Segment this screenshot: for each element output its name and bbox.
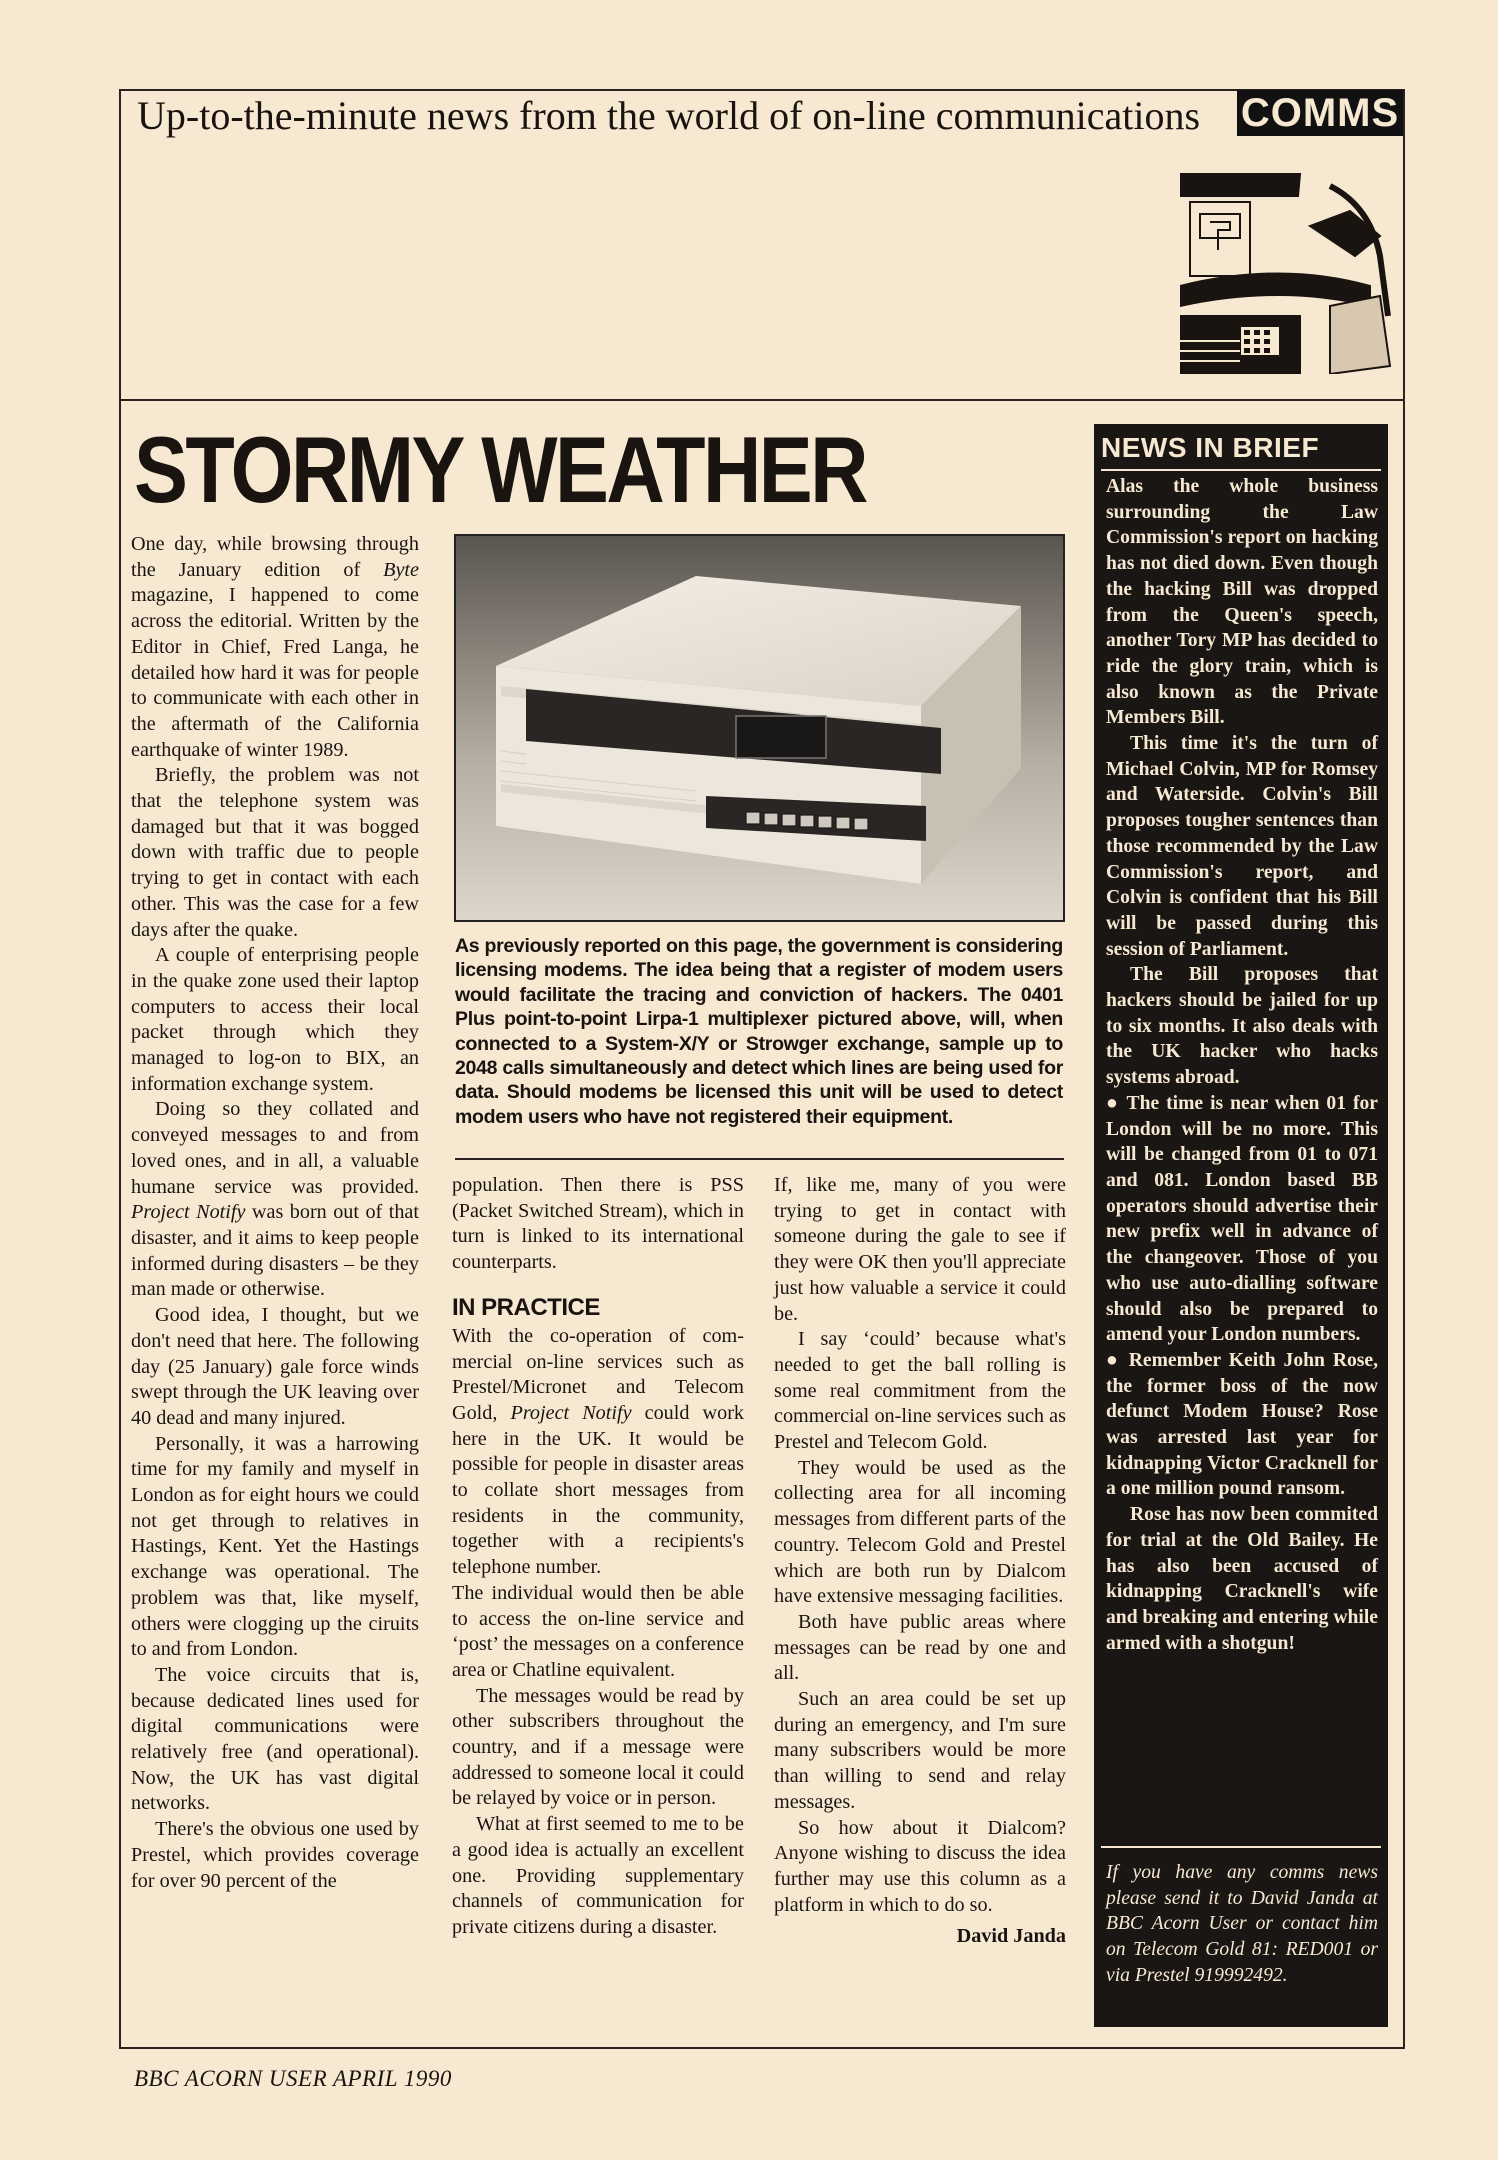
header-tagline: Up-to-the-minute news from the world of on-line communications <box>137 93 1201 138</box>
paragraph: The individual would then be able to access the on-line service and ‘post’ the messages on a conference area or Chatline equivalent. <box>452 1581 744 1681</box>
article-column-2 <box>452 1173 744 1941</box>
paragraph: population. Then there is PSS (Packet Switched Stream), which in turn is linked to its international counterparts. <box>452 1174 744 1274</box>
paragraph: If, like me, many of you were trying to get in contact with someone during the gale to see if they were OK then you'll appreciate just how valuable a service it could be. <box>774 1174 1066 1325</box>
paragraph: Good idea, I thought, but we don't need that here. The following day (25 January) gale force winds swept through the UK leaving over 40 dead and many injured. <box>131 1304 419 1429</box>
news-in-brief-title: NEWS IN BRIEF <box>1101 432 1320 463</box>
paragraph: The messages would be read by other subscribers throughout the country, and if a message were addressed to someone local it could be relayed by voice or in person. <box>452 1684 744 1810</box>
paragraph: ● Remember Keith John Rose, the former boss of the now defunct Modem House? Rose was arrested last year for kidnapping Victor Cracknell for a one million pound ransom. <box>1106 1349 1378 1500</box>
paragraph: One day, while browsing through the January edition of Byte magazine, I happened to come across the editorial. Written by the Editor in Chief, Fred Langa, he detailed how hard it was for people to communicate with each other in the aftermath of the California earthquake of winter 1989. <box>131 533 419 761</box>
news-in-brief-rule <box>1101 469 1381 471</box>
news-in-brief-footnote: If you have any comms news please send it to David Janda at BBC Acorn User or contact him on Telecom Gold 81: RED001 or via Prestel 919992492. <box>1106 1862 1378 1986</box>
column-2-body <box>452 1324 744 1941</box>
subhead-in-practice: IN PRACTICE <box>452 1293 600 1321</box>
article-headline: STORMY WEATHER <box>134 417 866 522</box>
paragraph: Briefly, the problem was not that the telephone system was damaged but that it was bogged down with traffic due to people trying to get in contact with each other. This was the case for a few days after the quake. <box>131 764 419 941</box>
paragraph: Alas the whole business surrounding the Law Commission's report on hacking has not died down. Even though the hacking Bill was dropped from the Queen's speech, another Tory MP has decided to ride the glory train, which is also known as the Private Members Bill. <box>1106 476 1378 729</box>
terminal-illustration-icon <box>1180 166 1394 374</box>
news-in-brief-body <box>1106 474 1378 1656</box>
photo-caption: As previously reported on this page, the government is considering licensing modems. The idea being that a register of modem users would facilitate the tracing and conviction of hackers. The 0401 Plus point-to-point Lirpa-1 multiplexer pictured above, will, when connected to a System-X/Y or Strowger exchange, sample up to 2048 calls simultaneously and detect which lines are being used for data. Should modems be licensed this unit will be used to detect modem users who have not registered their equipment. <box>455 935 1063 1128</box>
paragraph: The Bill proposes that hackers should be jailed for up to six months. It also deals with the UK hacker who hacks systems abroad. <box>1106 964 1378 1089</box>
article-column-1 <box>131 532 419 1894</box>
paragraph: This time it's the turn of Michael Colvin, MP for Romsey and Waterside. Colvin's Bill proposes tougher sentences than those recommended by the Law Commission's report, and Colvin is confident that his Bill will be passed during this session of Parliament. <box>1106 733 1378 960</box>
paragraph: Both have public areas where messages can be read by one and all. <box>774 1610 1066 1685</box>
paragraph: A couple of enterprising people in the quake zone used their laptop computers to access their local packet through which they managed to log-on to BIX, an information exchange system. <box>131 944 419 1095</box>
paragraph: Doing so they collated and conveyed messages to and from loved ones, and in all, a valuable humane service was provided. Project Notify was born out of that disaster, and it aims to keep people informed during disasters – be they man made or otherwise. <box>131 1098 419 1301</box>
article-column-3 <box>774 1173 1066 1950</box>
paragraph: There's the obvious one used by Prestel, which provides coverage for over 90 percent of the <box>131 1818 419 1892</box>
paragraph: ● The time is near when 01 for London will be no more. This will be changed from 01 to 071 and 081. London based BB operators should advertise their new prefix well in advance of the changeover. Those of you who use auto-dialling software should also be prepared to amend your London numbers. <box>1106 1092 1378 1346</box>
author-byline: David Janda <box>956 1925 1066 1948</box>
paragraph: So how about it Dialcom? Anyone wishing to discuss the idea further may use this column as a platform in which to do so. <box>774 1816 1066 1916</box>
news-in-brief-rule-bottom <box>1101 1846 1381 1848</box>
multiplexer-photo <box>454 534 1065 922</box>
paragraph: With the co-operation of commercial on-line services such as Prestel/Micronet and Telecom Gold, Project Notify could work here in the UK. It would be possible for people in disaster areas to collate short messages from residents in the community, together with a recipients's telephone number. <box>452 1324 745 1579</box>
column-3-body <box>774 1173 1066 1918</box>
paragraph: They would be used as the collecting area for all incoming messages from different parts of the country. Telecom Gold and Prestel which are both run by Dialcom have extensive messaging facilities. <box>774 1456 1066 1608</box>
column-2-intro <box>452 1173 744 1276</box>
paragraph: I say ‘could’ because what's needed to get the ball rolling is some real commitment from the commercial on-line services such as Prestel and Telecom Gold. <box>774 1328 1066 1454</box>
caption-divider <box>455 1158 1064 1160</box>
paragraph: The voice circuits that is, because dedicated lines used for digital communications were relatively free (and operational). Now, the UK has vast digital networks. <box>131 1663 419 1815</box>
publication-footer: BBC ACORN USER APRIL 1990 <box>134 2066 452 2091</box>
paragraph: Rose has now been commited for trial at the Old Bailey. He has also been accused of kidnapping Cracknell's wife and breaking and entering while armed with a shotgun! <box>1106 1504 1378 1654</box>
paragraph: Personally, it was a harrowing time for my family and myself in London as for eight hours we could not get through to relatives in Hastings, Kent. Yet the Hastings exchange was operational. The problem was that, like myself, others were clogging up the ciruits to and from London. <box>131 1432 419 1661</box>
paragraph: What at first seemed to me to be a good idea is actually an excellent one. Providing supplementary channels of communication for private citizens during a disaster. <box>452 1813 744 1938</box>
paragraph: Such an area could be set up during an emergency, and I'm sure many subscribers would be more than willing to send and relay messages. <box>774 1688 1066 1813</box>
section-tag: COMMS <box>1237 90 1403 136</box>
